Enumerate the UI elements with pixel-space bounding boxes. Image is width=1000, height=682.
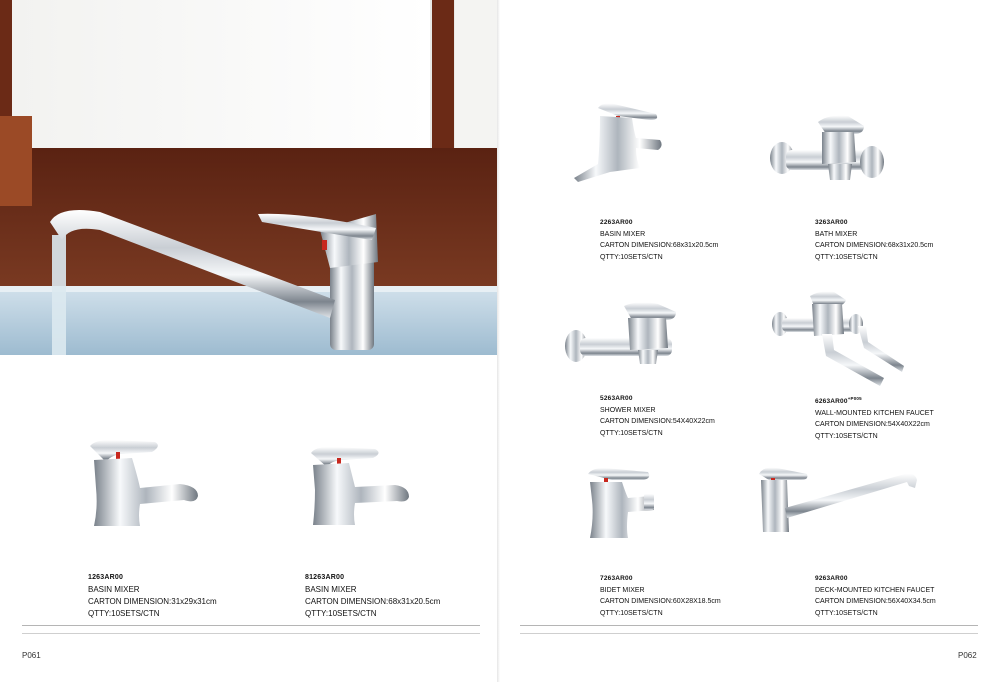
basin-mixer-image: [80, 438, 205, 533]
product-spec-81263AR00: [305, 572, 440, 620]
product-spec-7263AR00: [600, 573, 721, 619]
product-name: BASIN MIXER: [88, 585, 140, 594]
product-code: 5263AR00: [600, 395, 633, 402]
carton-dimension: CARTON DIMENSION:68x31x20.5cm: [305, 597, 441, 606]
product-name: BASIN MIXER: [600, 230, 646, 238]
carton-dimension: CARTON DIMENSION:68x31x20.5cm: [600, 242, 719, 249]
carton-dimension: CARTON DIMENSION:54X40X22cm: [600, 418, 715, 425]
wall-mounted-kitchen-faucet-image: [770, 290, 910, 390]
right-page: [500, 0, 1000, 682]
quantity: QTTY:10SETS/CTN: [88, 609, 160, 618]
footer-divider: [22, 633, 480, 634]
carton-dimension: CARTON DIMENSION:68x31x20.5cm: [815, 242, 934, 249]
product-spec-3263AR00: [815, 217, 933, 263]
quantity: QTTY:10SETS/CTN: [600, 609, 663, 617]
product-name: SHOWER MIXER: [600, 406, 656, 414]
page-number: P061: [22, 651, 41, 660]
code-suffix: +P005: [847, 396, 862, 401]
product-code: 7263AR00: [600, 575, 633, 582]
product-spec-2263AR00: [600, 217, 718, 263]
product-spec-9263AR00: [815, 573, 936, 619]
carton-dimension: CARTON DIMENSION:56X40X34.5cm: [815, 598, 936, 605]
basin-mixer-image: [570, 102, 665, 184]
product-name: BIDET MIXER: [600, 586, 645, 594]
product-name: BATH MIXER: [815, 230, 858, 238]
product-code: 2263AR00: [600, 219, 633, 226]
bidet-mixer-image: [582, 466, 662, 542]
quantity: QTTY:10SETS/CTN: [815, 253, 878, 261]
product-code: 1263AR00: [88, 574, 124, 581]
product-code: 9263AR00: [815, 575, 848, 582]
quantity: QTTY:10SETS/CTN: [600, 429, 663, 437]
carton-dimension: CARTON DIMENSION:54X40X22cm: [815, 421, 930, 429]
carton-dimension: CARTON DIMENSION:60X28X18.5cm: [600, 598, 721, 605]
deck-mounted-kitchen-faucet-image: [755, 462, 925, 534]
shower-mixer-image: [562, 300, 682, 370]
quantity: QTTY:10SETS/CTN: [815, 609, 878, 617]
footer-divider: [22, 625, 480, 626]
carton-dimension: CARTON DIMENSION:31x29x31cm: [88, 597, 217, 606]
basin-mixer-image: [305, 445, 415, 530]
product-name: BASIN MIXER: [305, 585, 357, 594]
page-number: P062: [958, 651, 977, 660]
product-name: WALL-MOUNTED KITCHEN FAUCET: [815, 409, 934, 417]
quantity: QTTY:10SETS/CTN: [815, 432, 878, 440]
product-spec-5263AR00: [600, 393, 715, 439]
quantity: QTTY:10SETS/CTN: [600, 253, 663, 261]
footer-divider: [520, 625, 978, 626]
bath-mixer-image: [768, 112, 888, 187]
footer-divider: [520, 633, 978, 634]
product-spec-1263AR00: [88, 572, 217, 620]
product-spec-6263AR00: [815, 393, 934, 442]
product-name: DECK-MOUNTED KITCHEN FAUCET: [815, 586, 935, 594]
product-code: [815, 393, 934, 408]
product-code: 81263AR00: [305, 574, 345, 581]
code-main: 6263AR00: [815, 398, 848, 406]
product-code: 3263AR00: [815, 219, 848, 226]
hero-photo-kitchen-faucet: [0, 0, 500, 355]
quantity: QTTY:10SETS/CTN: [305, 609, 377, 618]
